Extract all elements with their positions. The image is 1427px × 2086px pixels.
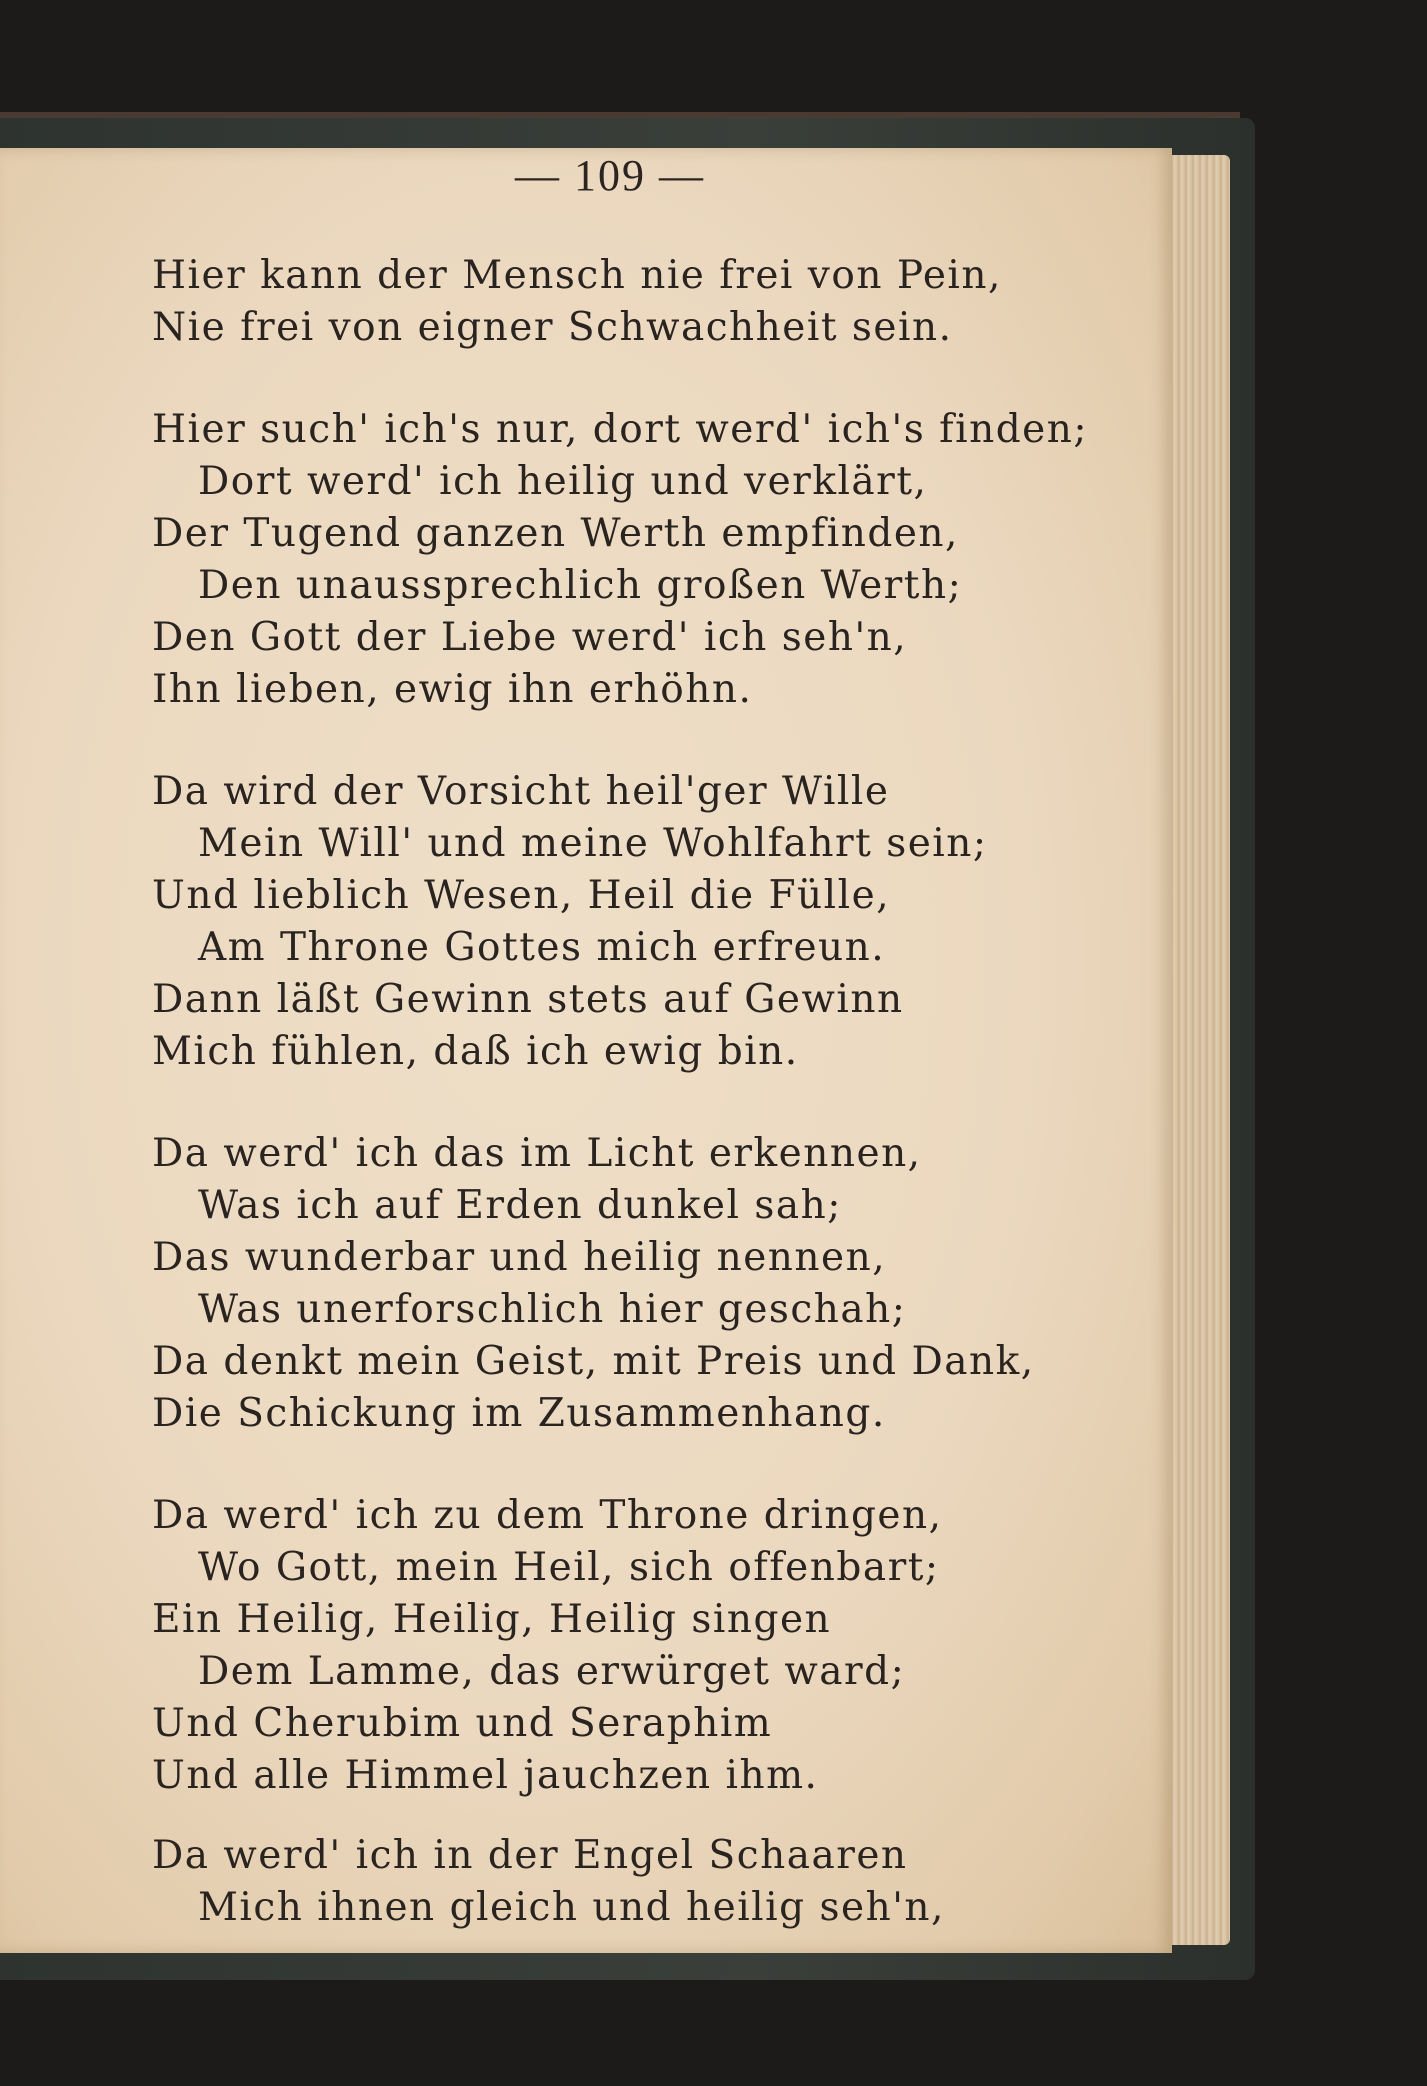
verse-line: Mein Will' und meine Wohlfahrt sein; xyxy=(198,821,988,866)
verse-line: Und lieblich Wesen, Heil die Fülle, xyxy=(152,873,891,918)
page-number: — 109 — xyxy=(515,151,705,200)
verse-line: Hier such' ich's nur, dort werd' ich's finden; xyxy=(152,407,1089,452)
verse-line: Und alle Himmel jauchzen ihm. xyxy=(152,1753,819,1798)
verse-line: Nie frei von eigner Schwachheit sein. xyxy=(152,305,953,350)
verse-line: Dann läßt Gewinn stets auf Gewinn xyxy=(152,977,904,1022)
verse-line: Dem Lamme, das erwürget ward; xyxy=(198,1649,906,1694)
verse-line: Ein Heilig, Heilig, Heilig singen xyxy=(152,1597,832,1642)
verse-line: Mich fühlen, daß ich ewig bin. xyxy=(152,1029,799,1074)
verse-line: Den unaussprechlich großen Werth; xyxy=(198,563,963,608)
verse-line: Was unerforschlich hier geschah; xyxy=(198,1287,907,1332)
verse-line: Da denkt mein Geist, mit Preis und Dank, xyxy=(152,1339,1035,1384)
poem-text xyxy=(152,250,1152,1984)
verse-line: Den Gott der Liebe werd' ich seh'n, xyxy=(152,615,908,660)
verse-line: Am Throne Gottes mich erfreun. xyxy=(198,925,886,970)
verse-line: Da wird der Vorsicht heil'ger Wille xyxy=(152,769,890,814)
verse-line: Da werd' ich zu dem Throne dringen, xyxy=(152,1493,943,1538)
stanza xyxy=(152,1830,1152,1934)
verse-line: Was ich auf Erden dunkel sah; xyxy=(198,1183,842,1228)
stanza xyxy=(152,404,1152,716)
verse-line: Da werd' ich das im Licht erkennen, xyxy=(152,1131,922,1176)
verse-line: Der Tugend ganzen Werth empfinden, xyxy=(152,511,959,556)
stanza xyxy=(152,250,1152,354)
verse-line: Ihn lieben, ewig ihn erhöhn. xyxy=(152,667,753,712)
verse-line: Hier kann der Mensch nie frei von Pein, xyxy=(152,253,1002,298)
verse-line: Das wunderbar und heilig nennen, xyxy=(152,1235,887,1280)
verse-line: Und Cherubim und Seraphim xyxy=(152,1701,773,1746)
stanza xyxy=(152,1490,1152,1802)
verse-line: Mich ihnen gleich und heilig seh'n, xyxy=(198,1885,945,1930)
verse-line: Dort werd' ich heilig und verklärt, xyxy=(198,459,928,504)
verse-line: Wo Gott, mein Heil, sich offenbart; xyxy=(198,1545,940,1590)
stanza xyxy=(152,766,1152,1078)
stanza xyxy=(152,1128,1152,1440)
verse-line: Da werd' ich in der Engel Schaaren xyxy=(152,1833,908,1878)
verse-line: Die Schickung im Zusammenhang. xyxy=(152,1391,886,1436)
